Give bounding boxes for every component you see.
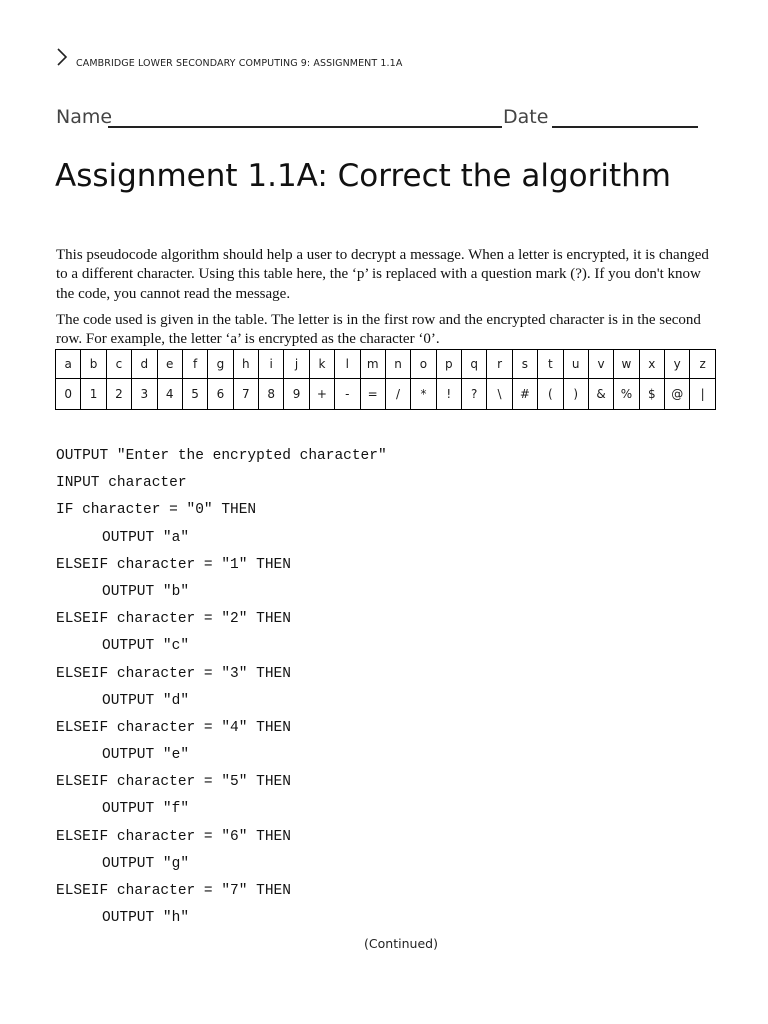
letter-cell: d (132, 350, 157, 379)
letter-cell: e (157, 350, 182, 379)
letter-cell: t (538, 350, 563, 379)
continued-note: (Continued) (364, 936, 438, 951)
encrypted-cell: \ (487, 379, 512, 410)
letter-cell: w (614, 350, 639, 379)
letter-cell: v (588, 350, 613, 379)
code-line: OUTPUT "e" (102, 747, 190, 764)
encrypted-cell: % (614, 379, 639, 410)
letter-cell: i (259, 350, 284, 379)
letter-cell: p (436, 350, 461, 379)
encrypted-row (56, 379, 716, 410)
assignment-title: Assignment 1.1A: Correct the algorithm (55, 158, 671, 194)
code-line: OUTPUT "Enter the encrypted character" (56, 448, 387, 464)
encrypted-cell: 4 (157, 379, 182, 410)
document-header: CAMBRIDGE LOWER SECONDARY COMPUTING 9: ASSIGNMENT 1.1A (76, 58, 403, 69)
letter-cell: k (309, 350, 334, 379)
encrypted-cell: ) (563, 379, 588, 410)
code-line: IF character = "0" THEN (56, 502, 257, 519)
date-field-line[interactable] (552, 126, 698, 128)
encrypted-cell: & (588, 379, 613, 410)
code-line: INPUT character (56, 475, 187, 492)
name-field-line[interactable] (108, 126, 502, 128)
encrypted-cell: @ (665, 379, 690, 410)
code-line: OUTPUT "h" (102, 910, 190, 927)
encrypted-cell: 1 (81, 379, 106, 410)
encrypted-cell: + (309, 379, 334, 410)
code-line: ELSEIF character = "4" THEN (56, 719, 291, 736)
code-line: OUTPUT "c" (102, 638, 190, 655)
letter-cell: a (56, 350, 81, 379)
letter-cell: g (208, 350, 233, 379)
code-line: ELSEIF character = "6" THEN (56, 828, 291, 845)
encrypted-cell: * (411, 379, 436, 410)
encrypted-cell: ( (538, 379, 563, 410)
code-line: OUTPUT "f" (102, 801, 190, 818)
code-line: OUTPUT "d" (102, 692, 190, 709)
encrypted-cell: - (335, 379, 360, 410)
chevron-right-icon (56, 48, 68, 66)
letter-cell: u (563, 350, 588, 379)
encrypted-cell: 5 (182, 379, 207, 410)
code-line: ELSEIF character = "2" THEN (56, 611, 291, 628)
letter-cell: r (487, 350, 512, 379)
encrypted-cell: 8 (259, 379, 284, 410)
encrypted-cell: | (690, 379, 716, 410)
encrypted-cell: = (360, 379, 385, 410)
letter-cell: h (233, 350, 258, 379)
encrypted-cell: ? (462, 379, 487, 410)
encrypted-cell: 7 (233, 379, 258, 410)
table-explanation-paragraph: The code used is given in the table. The letter is in the first row and the encrypted character is in the second row. For example, the letter ‘a’ is encrypted as the character ‘0’. (56, 312, 701, 348)
letter-cell: q (462, 350, 487, 379)
code-line: OUTPUT "b" (102, 583, 190, 600)
code-line: OUTPUT "g" (102, 855, 190, 872)
letters-row (56, 350, 716, 379)
encrypted-cell: 2 (106, 379, 131, 410)
date-label: Date (503, 106, 549, 128)
letter-cell: z (690, 350, 716, 379)
encrypted-cell: # (512, 379, 537, 410)
letter-cell: b (81, 350, 106, 379)
letter-cell: l (335, 350, 360, 379)
letter-cell: y (665, 350, 690, 379)
pseudocode-block (56, 443, 387, 932)
code-line: OUTPUT "a" (102, 529, 190, 546)
encrypted-cell: 0 (56, 379, 81, 410)
encrypted-cell: / (385, 379, 410, 410)
letter-cell: f (182, 350, 207, 379)
letter-cell: x (639, 350, 664, 379)
name-date-row (56, 104, 701, 132)
letter-cell: m (360, 350, 385, 379)
encrypted-cell: 6 (208, 379, 233, 410)
code-line: ELSEIF character = "1" THEN (56, 556, 291, 573)
letter-cell: o (411, 350, 436, 379)
code-line: ELSEIF character = "3" THEN (56, 665, 291, 682)
letter-cell: s (512, 350, 537, 379)
cipher-table (55, 349, 716, 410)
code-line: ELSEIF character = "5" THEN (56, 774, 291, 791)
encrypted-cell: 3 (132, 379, 157, 410)
code-line: ELSEIF character = "7" THEN (56, 883, 291, 899)
encrypted-cell: ! (436, 379, 461, 410)
encrypted-cell: $ (639, 379, 664, 410)
name-label: Name (56, 106, 113, 128)
letter-cell: j (284, 350, 309, 379)
letter-cell: n (385, 350, 410, 379)
intro-paragraph: This pseudocode algorithm should help a user to decrypt a message. When a letter is encrypted, it is changed to a different character. Using this table here, the ‘p’ is replaced with a question mark (?). If you don't know the code, you cannot read the message. (56, 247, 709, 302)
encrypted-cell: 9 (284, 379, 309, 410)
letter-cell: c (106, 350, 131, 379)
